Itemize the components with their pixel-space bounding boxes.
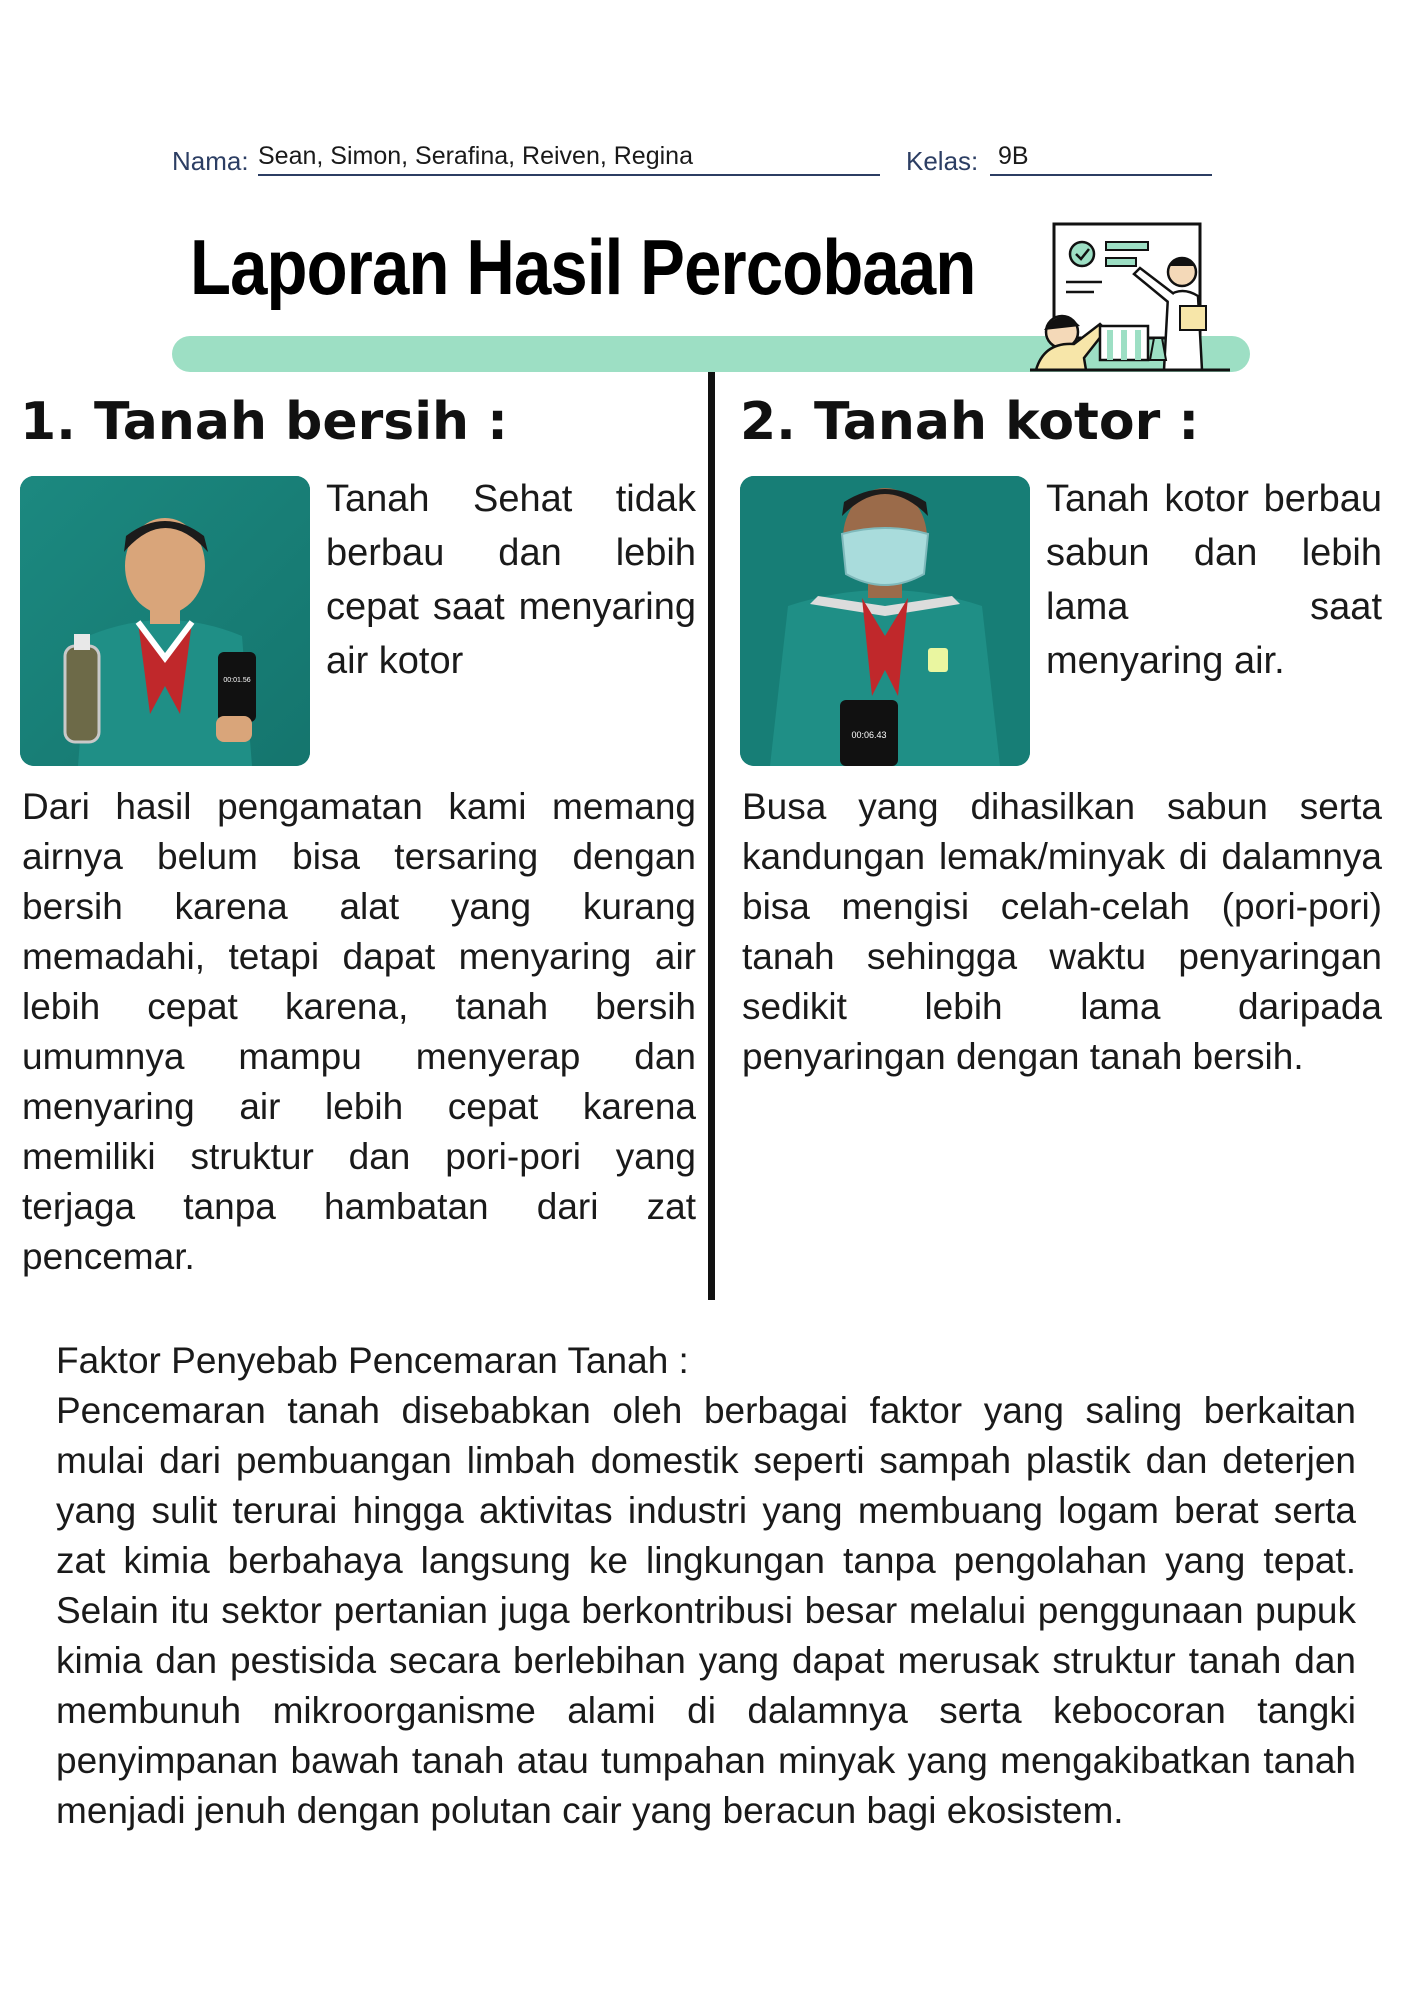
page-title: Laporan Hasil Percobaan [190, 223, 976, 311]
lab-scientists-illustration-icon [1030, 220, 1230, 372]
name-label: Nama: [172, 146, 249, 176]
dirty-soil-side-text: Tanah kotor berbau sabun dan lebih lama saat menyaring air. [1046, 478, 1382, 682]
section-heading-clean-soil: 1. Tanah bersih : [20, 392, 508, 452]
name-underline [258, 174, 880, 176]
column-divider [708, 372, 715, 1300]
svg-text:00:06.43: 00:06.43 [851, 730, 887, 740]
factors-title: Faktor Penyebab Pencemaran Tanah : [56, 1340, 689, 1381]
class-value[interactable]: 9B [998, 142, 1029, 170]
class-label: Kelas: [906, 146, 979, 176]
class-underline [990, 174, 1212, 176]
clean-soil-explanation: Dari hasil pengamatan kami memang airnya belum bisa tersaring dengan bersih karena alat yang kurang memadahi, tetapi dapat menyaring air lebih cepat karena, tanah bersih umumnya mampu menyerap dan menyaring air lebih cepat karena memiliki struktur dan pori-pori yang terjaga tanpa hambatan dari zat pencemar. [22, 786, 696, 1277]
clean-soil-side-text: Tanah Sehat tidak berbau dan lebih cepat saat menyaring air kotor [326, 478, 696, 682]
student-holding-bottle-and-phone-photo [20, 476, 310, 766]
dirty-soil-explanation: Busa yang dihasilkan sabun serta kandungan lemak/minyak di dalamnya bisa mengisi celah-celah (pori-pori) tanah sehingga waktu penyaringan sedikit lebih lama daripada penyaringan dengan tanah bersih. [742, 786, 1382, 1077]
factors-body: Pencemaran tanah disebabkan oleh berbagai faktor yang saling berkaitan mulai dari pembuangan limbah domestik seperti sampah plastik dan deterjen yang sulit terurai hingga aktivitas industri yang membuang logam berat serta zat kimia berbahaya langsung ke lingkungan tanpa pengolahan yang tepat. Selain itu sektor pertanian juga berkontribusi besar melalui penggunaan pupuk kimia dan pestisida secara berlebihan yang dapat merusak struktur tanah dan membunuh mikroorganisme alami di dalamnya serta kebocoran tangki penyimpanan bawah tanah atau tumpahan minyak yang mengakibatkan tanah menjadi jenuh dengan polutan cair yang beracun bagi ekosistem. [56, 1390, 1356, 1831]
name-value[interactable]: Sean, Simon, Serafina, Reiven, Regina [258, 142, 693, 170]
section-heading-dirty-soil: 2. Tanah kotor : [740, 392, 1200, 452]
svg-text:00:01.56: 00:01.56 [223, 677, 251, 684]
masked-student-holding-phone-photo [740, 476, 1030, 766]
